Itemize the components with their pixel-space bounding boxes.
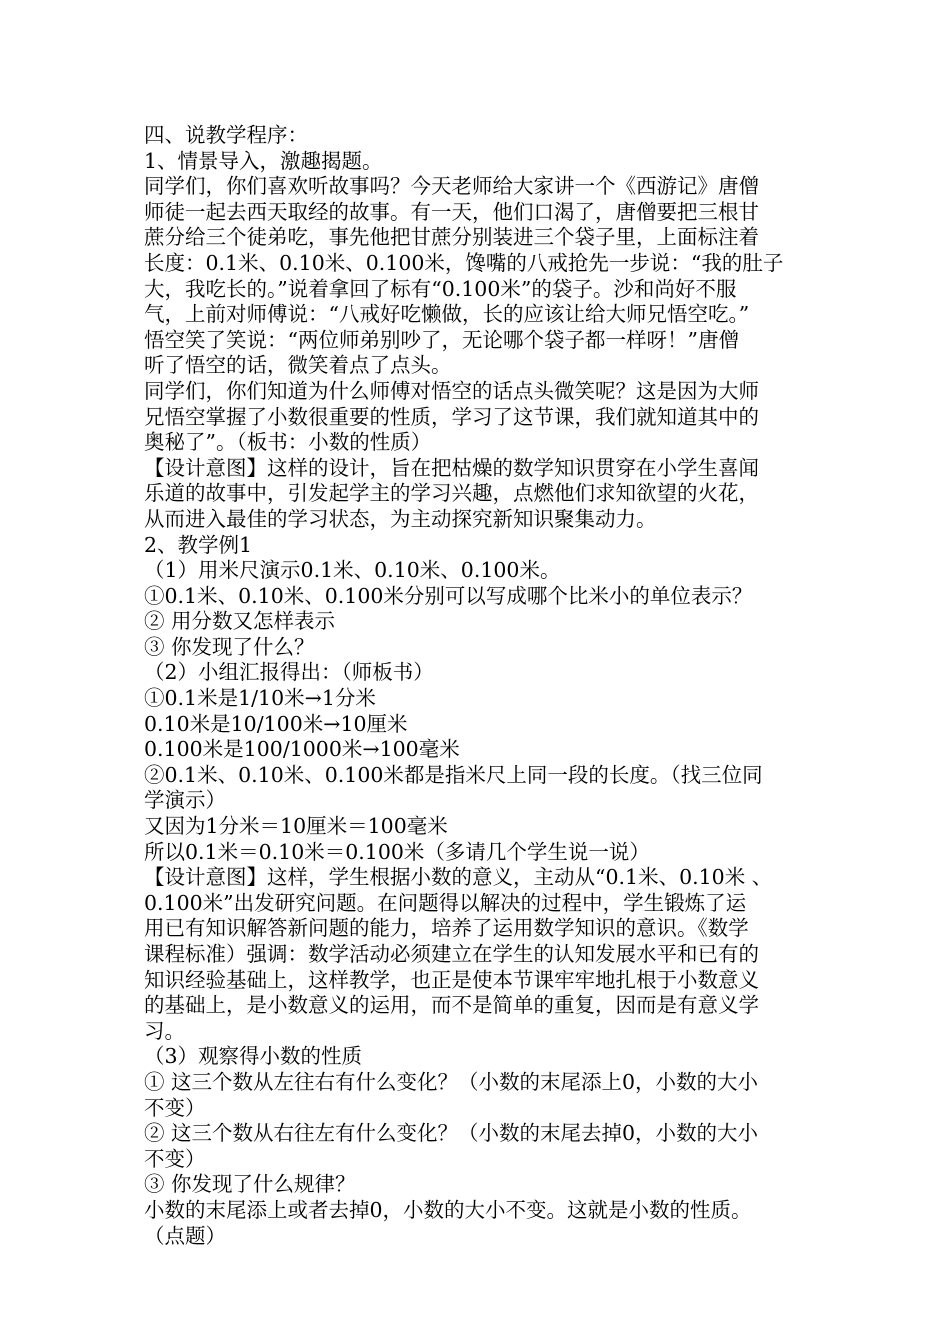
text-line: 悟空笑了笑说：“两位师弟别吵了，无论哪个袋子都一样呀！”唐僧 — [144, 327, 739, 352]
text-line: （2）小组汇报得出：（师板书） — [144, 660, 434, 685]
text-line: 同学们，你们喜欢听故事吗？今天老师给大家讲一个《西游记》唐僧 — [144, 174, 759, 199]
text-line: ①0.1米、0.10米、0.100米分别可以写成哪个比米小的单位表示？ — [144, 583, 753, 608]
text-line: 不变） — [144, 1146, 206, 1171]
design-intent-line: 知识经验基础上，这样教学，也正是使本节课牢牢地扎根于小数意义 — [144, 967, 759, 992]
text-line: 长度：0.1米、0.10米、0.100米，馋嘴的八戒抢先一步说：“我的肚子 — [144, 250, 784, 275]
subsection-heading: 1、情景导入，激趣揭题。 — [144, 148, 383, 173]
subsection-heading: 2、教学例1 — [144, 532, 253, 557]
text-line: 又因为1分米＝10厘米＝100毫米 — [144, 814, 448, 839]
text-line: 师徒一起去西天取经的故事。有一天，他们口渴了，唐僧要把三根甘 — [144, 199, 759, 224]
design-intent-line: 乐道的故事中，引发起学主的学习兴趣，点燃他们求知欲望的火花， — [144, 481, 759, 506]
text-line: （点题） — [144, 1223, 226, 1248]
document-body — [144, 123, 824, 1249]
design-intent-line: 0.100米”出发研究问题。在问题得以解决的过程中，学生锻炼了运 — [144, 890, 747, 915]
text-line: 0.100米是100/1000米→100毫米 — [144, 737, 460, 762]
design-intent-line: 习。 — [144, 1018, 185, 1043]
design-intent-line: 用已有知识解答新问题的能力，培养了运用数学知识的意识。《数学 — [144, 916, 749, 941]
text-line: （1）用米尺演示0.1米、0.10米、0.100米。 — [144, 558, 561, 583]
design-intent-line: 课程标准）强调：数学活动必须建立在学生的认知发展水平和已有的 — [144, 942, 759, 966]
text-line: 0.10米是10/100米→10厘米 — [144, 711, 408, 736]
text-line: ③ 你发现了什么规律？ — [144, 1172, 356, 1197]
text-line: 奥秘了”。（板书：小数的性质） — [144, 430, 432, 455]
text-line: （3）观察得小数的性质 — [144, 1044, 363, 1069]
text-line: ① 这三个数从左往右有什么变化？（小数的末尾添上0，小数的大小 — [144, 1069, 759, 1094]
text-line: 同学们，你们知道为什么师傅对悟空的话点头微笑呢？这是因为大师 — [144, 378, 759, 403]
text-line: 学演示） — [144, 788, 226, 813]
text-line: ③ 你发现了什么？ — [144, 634, 315, 659]
text-line: ①0.1米是1/10米→1分米 — [144, 686, 376, 711]
text-line: 所以0.1米＝0.10米＝0.100米（多请几个学生说一说） — [144, 839, 650, 864]
text-line: ② 这三个数从右往左有什么变化？（小数的末尾去掉0，小数的大小 — [144, 1121, 759, 1146]
design-intent-line: 的基础上，是小数意义的运用，而不是简单的重复，因而是有意义学 — [144, 993, 759, 1018]
text-line: 兄悟空掌握了小数很重要的性质，学习了这节课，我们就知道其中的 — [144, 404, 759, 429]
text-line: 蔗分给三个徒弟吃，事先他把甘蔗分别装进三个袋子里，上面标注着 — [144, 225, 759, 250]
design-intent-line: 从而进入最佳的学习状态，为主动探究新知识聚集动力。 — [144, 506, 657, 531]
design-intent-line: 【设计意图】这样的设计，旨在把枯燥的数学知识贯穿在小学生喜闻 — [144, 455, 759, 480]
section-heading: 四、说教学程序： — [144, 123, 308, 147]
design-intent-line: 【设计意图】这样，学生根据小数的意义，主动从“0.1米、0.10米 、 — [144, 865, 773, 890]
text-line: ② 用分数又怎样表示 — [144, 609, 336, 634]
text-line: 听了悟空的话，微笑着点了点头。 — [144, 353, 452, 378]
text-line: 小数的末尾添上或者去掉0，小数的大小不变。这就是小数的性质。 — [144, 1197, 752, 1222]
text-line: 不变） — [144, 1095, 206, 1120]
text-line: 气，上前对师傅说：“八戒好吃懒做，长的应该让给大师兄悟空吃。” — [144, 302, 750, 327]
text-line: ②0.1米、0.10米、0.100米都是指米尺上同一段的长度。（找三位同 — [144, 762, 763, 787]
text-line: 大，我吃长的。”说着拿回了标有“0.100米”的袋子。沙和尚好不服 — [144, 276, 737, 301]
